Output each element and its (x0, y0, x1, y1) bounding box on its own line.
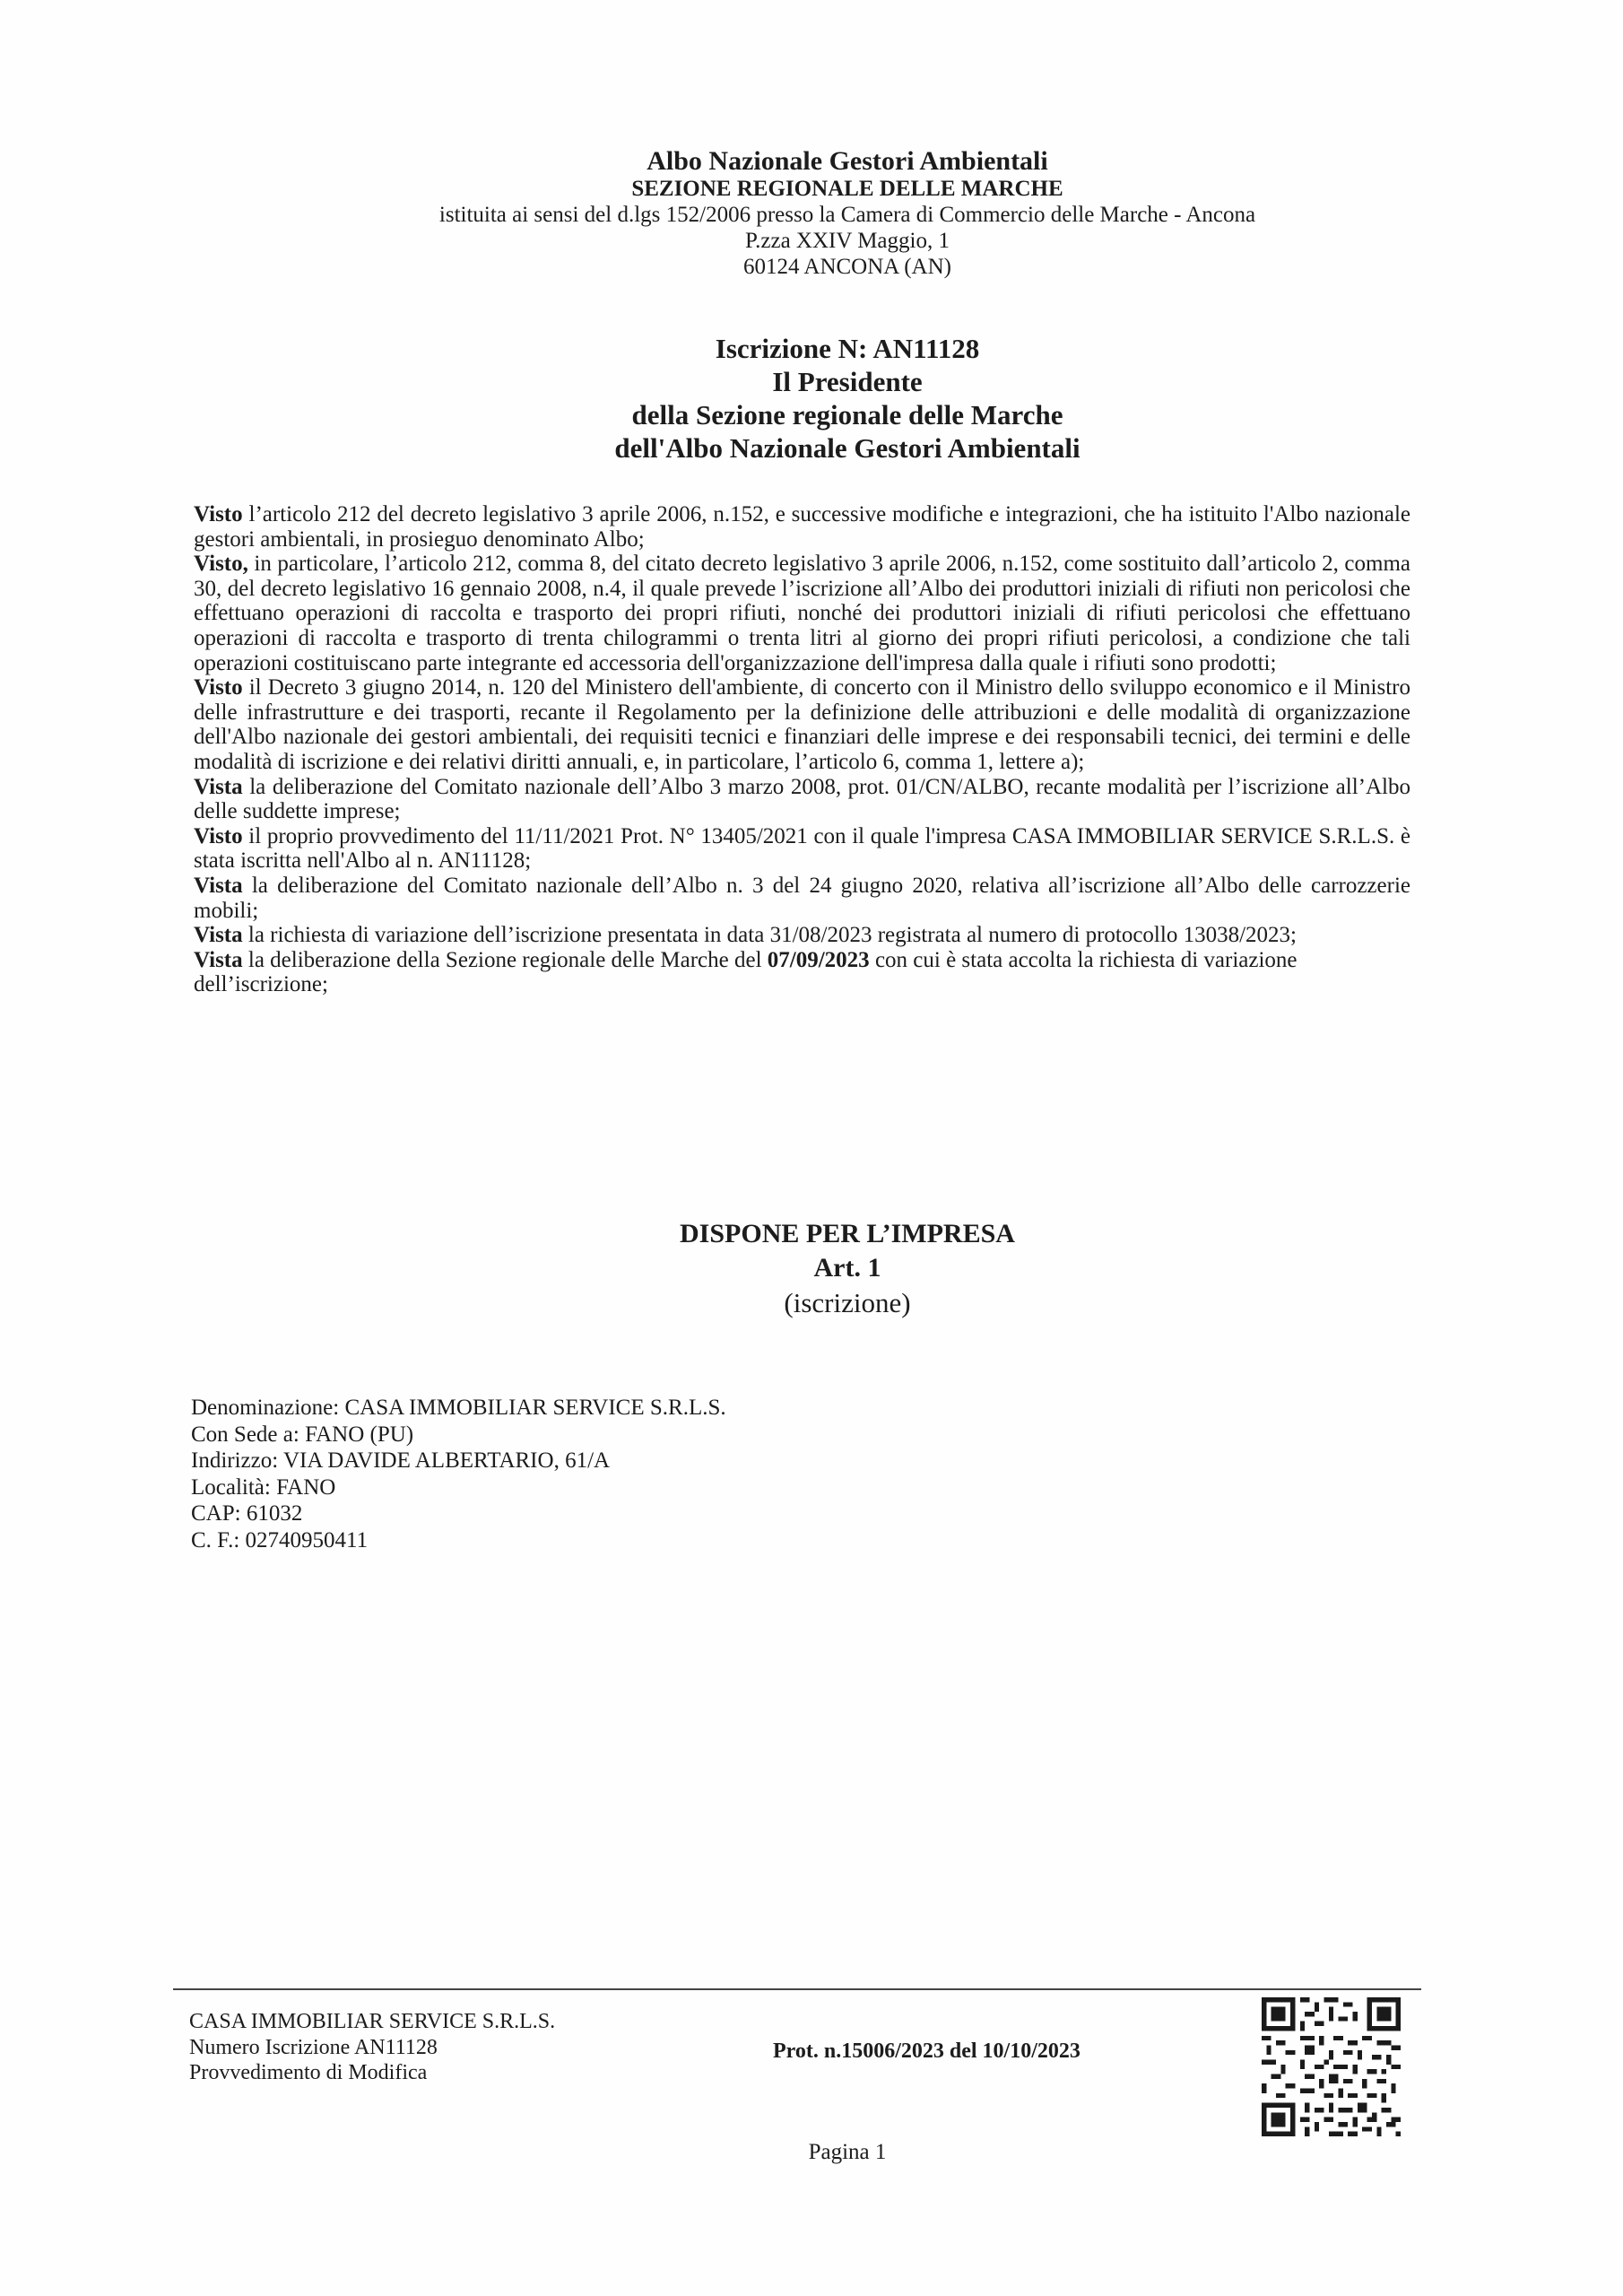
paragraph-lead: Visto (194, 675, 243, 700)
page-number (0, 2140, 1623, 2165)
paragraph-text: la richiesta di variazione dell’iscrizione presentata in data 31/08/2023 registrata al numero di protocollo 13038/2023; (242, 923, 1297, 948)
company-seat: Con Sede a: FANO (PU) (191, 1422, 414, 1447)
body-paragraph (194, 923, 1410, 948)
header-section: SEZIONE REGIONALE DELLE MARCHE (631, 177, 1063, 201)
footer-company: CASA IMMOBILIAR SERVICE S.R.L.S. (189, 2010, 556, 2033)
company-name: Denominazione: CASA IMMOBILIAR SERVICE S.R.L.S. (191, 1396, 726, 1420)
registration-block (0, 332, 1623, 465)
footer-protocol: Prot. n.15006/2023 del 10/10/2023 (773, 2039, 1081, 2063)
paragraph-text: in particolare, l’articolo 212, comma 8, del citato decreto legislativo 3 aprile 2006, n.152, come sostituito dall’articolo 2, comma 30, del decreto legislativo 16 gennaio 2008, n.4, il quale prevede l’iscrizione all’Albo dei produttori iniziali di rifiuti non pericolosi che effettuano operazioni di raccolta e trasporto dei propri rifiuti, nonché dei produttori iniziali di rifiuti pericolosi che effettuano operazioni di raccolta e trasporto di trenta chilogrammi o trenta litri al giorno dei propri rifiuti pericolosi, a condizione che tali operazioni costituiscano parte integrante ed accessoria dell'organizzazione dell'impresa dalla quale i rifiuti sono prodotti; (194, 552, 1410, 675)
body-paragraph (194, 824, 1410, 874)
page-number-label: Pagina 1 (808, 2140, 887, 2164)
body-paragraph (194, 775, 1410, 824)
company-tax-code: C. F.: 02740950411 (191, 1527, 369, 1552)
dispone-block (0, 1217, 1623, 1321)
paragraph-lead: Vista (194, 873, 243, 898)
paragraph-lead: Visto (194, 502, 243, 526)
footer-divider (173, 1988, 1421, 1990)
registration-number: Iscrizione N: AN11128 (715, 333, 980, 364)
body-paragraph (194, 502, 1410, 552)
registration-line-2: della Sezione regionale delle Marche (631, 399, 1063, 430)
company-cap: CAP: 61032 (191, 1501, 303, 1526)
paragraph-lead: Vista (194, 774, 243, 799)
header-line-3: 60124 ANCONA (AN) (743, 255, 951, 279)
body-paragraph-last (194, 948, 1410, 997)
article-number: Art. 1 (813, 1253, 881, 1283)
registration-line-1: Il Presidente (772, 366, 923, 397)
body-paragraph (194, 675, 1410, 774)
company-locality: Località: FANO (191, 1474, 336, 1500)
paragraph-text: il Decreto 3 giugno 2014, n. 120 del Ministero dell'ambiente, di concerto con il Ministro dello sviluppo economico e il Ministro delle infrastrutture e dei trasporti, recante il Regolamento per la definizione delle attribuzioni e delle modalità di organizzazione dell'Albo nazionale dei gestori ambientali, dei requisiti tecnici e finanziari delle imprese e dei responsabili tecnici, dei termini e delle modalità di iscrizione e dei relativi diritti annuali, e, in particolare, l’articolo 6, comma 1, lettere a); (194, 675, 1410, 774)
paragraph-lead: Visto, (194, 552, 248, 577)
paragraph-text: la deliberazione della Sezione regionale delle Marche del (242, 947, 768, 972)
header-line-2: P.zza XXIV Maggio, 1 (745, 229, 950, 253)
paragraph-text: l’articolo 212 del decreto legislativo 3 aprile 2006, n.152, e successive modifiche e integrazioni, che ha istituito l'Albo nazionale gestori ambientali, in prosieguo denominato Albo; (194, 502, 1410, 552)
paragraph-text: la deliberazione del Comitato nazionale dell’Albo n. 3 del 24 giugno 2020, relativa all’iscrizione all’Albo delle carrozzerie mobili; (194, 873, 1410, 923)
document-body (194, 502, 1410, 997)
footer-document-type: Provvedimento di Modifica (189, 2061, 428, 2084)
header-title: Albo Nazionale Gestori Ambientali (647, 146, 1048, 176)
document-header (0, 146, 1623, 280)
company-address: Indirizzo: VIA DAVIDE ALBERTARIO, 61/A (191, 1448, 611, 1473)
footer-registration-number: Numero Iscrizione AN11128 (189, 2035, 438, 2059)
body-paragraph (194, 552, 1410, 675)
header-line-1: istituita ai sensi del d.lgs 152/2006 presso la Camera di Commercio delle Marche - Ancona (438, 203, 1256, 227)
registration-line-3: dell'Albo Nazionale Gestori Ambientali (614, 432, 1081, 464)
paragraph-lead: Visto (194, 823, 243, 848)
qr-code-icon (1262, 1997, 1401, 2136)
body-paragraph (194, 874, 1410, 923)
paragraph-text: il proprio provvedimento del 11/11/2021 Prot. N° 13405/2021 con il quale l'impresa CASA IMMOBILIAR SERVICE S.R.L.S. è stata iscritta nell'Albo al n. AN11128; (194, 823, 1410, 874)
deliberation-date: 07/09/2023 (767, 947, 870, 972)
paragraph-text: la deliberazione del Comitato nazionale dell’Albo 3 marzo 2008, prot. 01/CN/ALBO, recante modalità per l’iscrizione all’Albo delle suddette imprese; (194, 774, 1410, 824)
paragraph-text: con cui è stata accolta la richiesta di variazione dell’iscrizione; (194, 947, 1298, 997)
dispone-title: DISPONE PER L’IMPRESA (680, 1219, 1015, 1248)
paragraph-lead: Vista (194, 923, 243, 948)
article-subtitle: (iscrizione) (784, 1287, 911, 1318)
footer-info (189, 2009, 555, 2086)
company-details (191, 1395, 726, 1553)
paragraph-lead: Vista (194, 947, 243, 972)
